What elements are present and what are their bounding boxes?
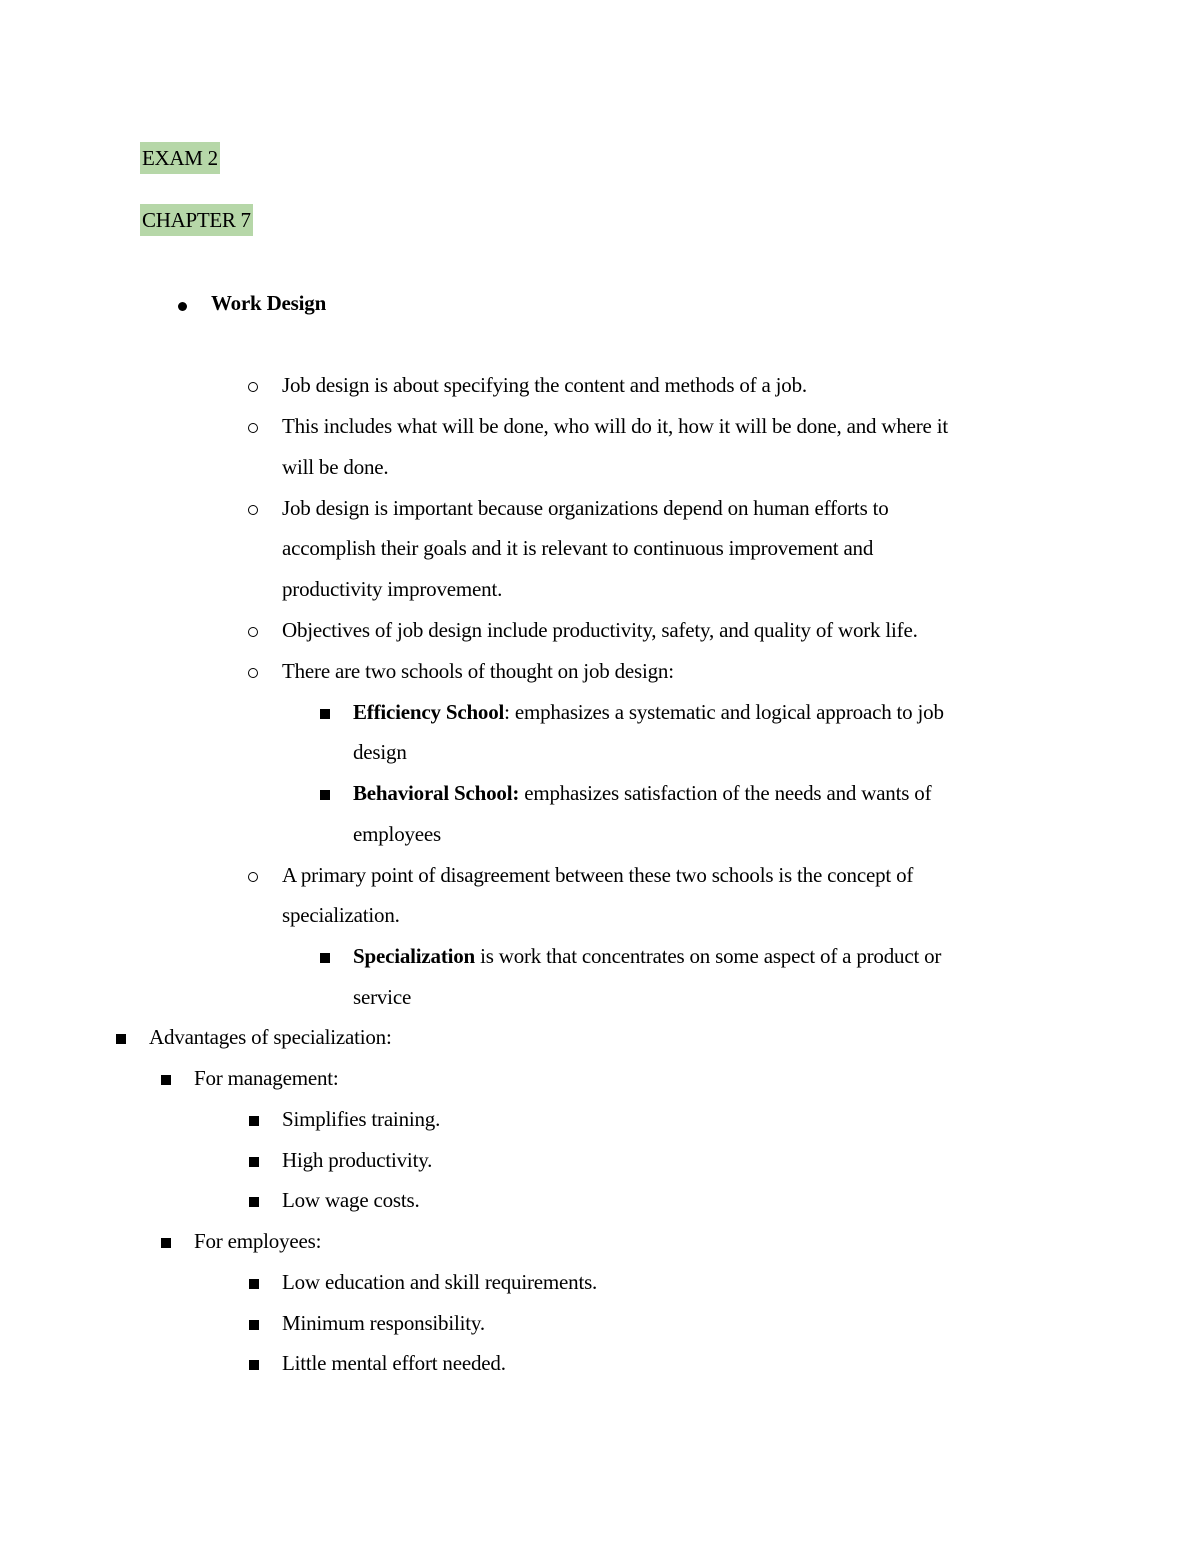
list-item-continuation: design	[353, 740, 407, 764]
list-item-continuation: specialization.	[282, 903, 400, 927]
circle-bullet-icon	[248, 616, 258, 644]
list-item-continuation: productivity improvement.	[282, 577, 503, 601]
list-item-continuation: employees	[353, 822, 442, 846]
list-item: Simplifies training.	[282, 1107, 441, 1131]
behavioral-school-item: Behavioral School: emphasizes satisfaction of the needs and wants of	[353, 781, 932, 805]
disc-bullet-icon	[178, 290, 187, 318]
section-title: Work Design	[211, 291, 327, 315]
square-bullet-icon	[161, 1227, 171, 1255]
list-item: A primary point of disagreement between these two schools is the concept of	[282, 863, 914, 887]
exam-heading: EXAM 2	[140, 142, 220, 174]
square-bullet-icon	[249, 1268, 259, 1296]
list-item: High productivity.	[282, 1148, 433, 1172]
square-bullet-icon	[161, 1064, 171, 1092]
list-item: There are two schools of thought on job design:	[282, 659, 674, 683]
list-item: Little mental effort needed.	[282, 1351, 506, 1375]
advantages-title: Advantages of specialization:	[149, 1025, 392, 1049]
circle-bullet-icon	[248, 412, 258, 440]
list-item: Low wage costs.	[282, 1188, 420, 1212]
square-bullet-icon	[320, 698, 330, 726]
circle-bullet-icon	[248, 494, 258, 522]
employees-label: For employees:	[194, 1229, 322, 1253]
square-bullet-icon	[116, 1023, 126, 1051]
square-bullet-icon	[249, 1309, 259, 1337]
list-item: Job design is about specifying the content and methods of a job.	[282, 373, 807, 397]
circle-bullet-icon	[248, 371, 258, 399]
circle-bullet-icon	[248, 861, 258, 889]
management-label: For management:	[194, 1066, 339, 1090]
square-bullet-icon	[249, 1105, 259, 1133]
specialization-item: Specialization is work that concentrates on some aspect of a product or	[353, 944, 942, 968]
list-item-continuation: service	[353, 985, 412, 1009]
list-item-continuation: will be done.	[282, 455, 389, 479]
efficiency-school-item: Efficiency School: emphasizes a systematic and logical approach to job	[353, 700, 944, 724]
chapter-heading: CHAPTER 7	[140, 204, 253, 236]
square-bullet-icon	[320, 779, 330, 807]
square-bullet-icon	[249, 1349, 259, 1377]
square-bullet-icon	[249, 1186, 259, 1214]
list-item: This includes what will be done, who will do it, how it will be done, and where it	[282, 414, 948, 438]
square-bullet-icon	[249, 1146, 259, 1174]
square-bullet-icon	[320, 942, 330, 970]
list-item: Job design is important because organizations depend on human efforts to	[282, 496, 889, 520]
circle-bullet-icon	[248, 657, 258, 685]
list-item: Low education and skill requirements.	[282, 1270, 598, 1294]
list-item-continuation: accomplish their goals and it is relevant to continuous improvement and	[282, 536, 874, 560]
list-item: Objectives of job design include productivity, safety, and quality of work life.	[282, 618, 918, 642]
list-item: Minimum responsibility.	[282, 1311, 485, 1335]
